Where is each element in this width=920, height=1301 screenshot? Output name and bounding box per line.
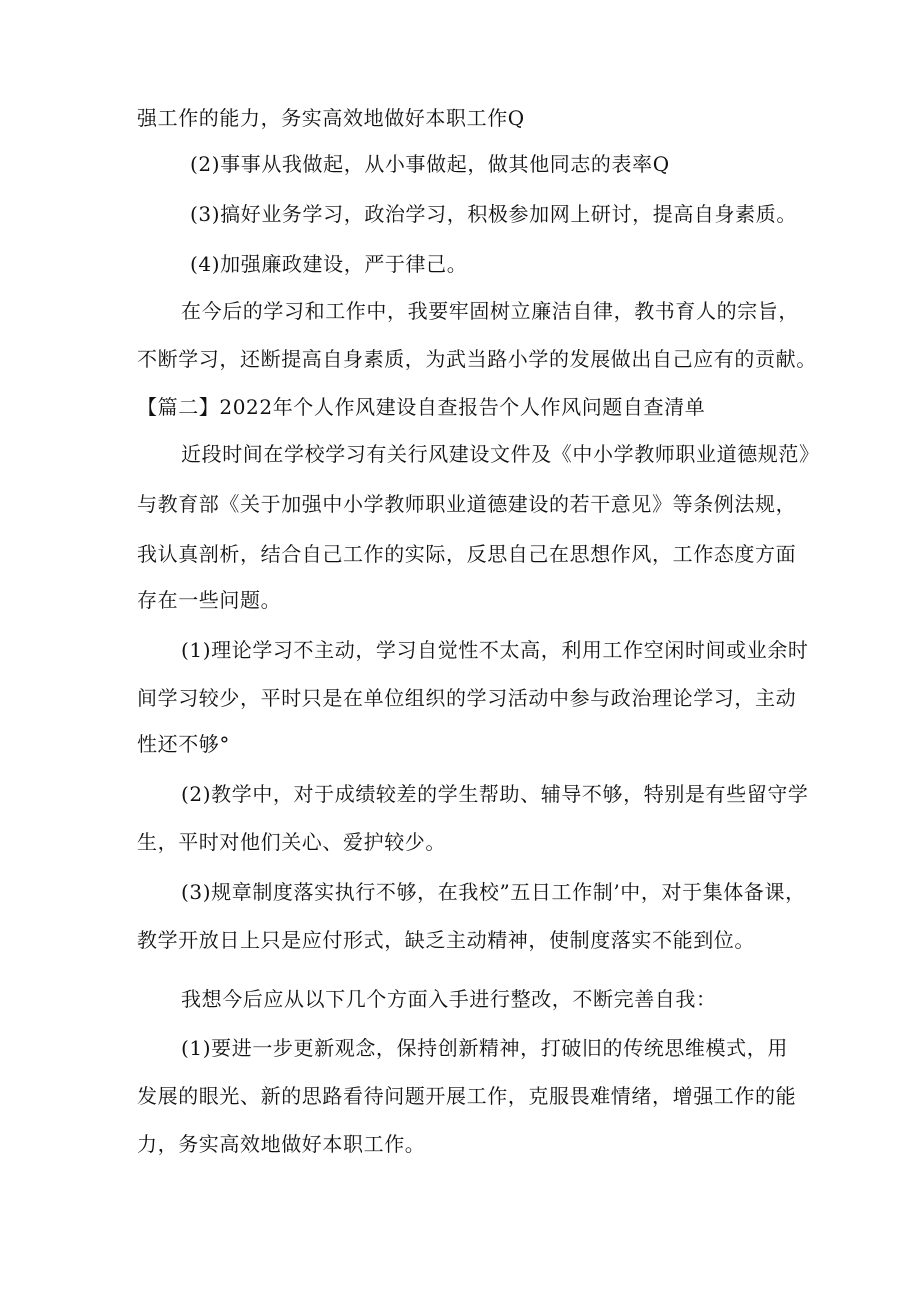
text-line: 与教育部《关于加强中小学教师职业道德建设的若干意见》等条例法规， [137, 492, 797, 516]
text-line: (4)加强廉政建设，严于律己。 [190, 252, 468, 276]
text-line: 教学开放日上只是应付形式，缺乏主动精神，使制度落实不能到位。 [137, 928, 755, 952]
text-line: 力，务实高效地做好本职工作。 [137, 1132, 426, 1156]
text-line: (2)教学中，对于成绩较差的学生帮助、辅导不够，特别是有些留守学 [181, 782, 809, 806]
text-line: 生，平时对他们关心、爱护较少。 [137, 830, 446, 854]
text-line: 近段时间在学校学习有关行风建设文件及《中小学教师职业道德规范》 [181, 442, 820, 466]
text-line: 存在一些问题。 [137, 588, 282, 612]
text-line: (2)事事从我做起，从小事做起，做其他同志的表率Q [190, 152, 670, 176]
text-line: 在今后的学习和工作中，我要牢固树立廉洁自律，教书育人的宗旨， [181, 299, 799, 323]
text-line: (1)要进一步更新观念，保持创新精神，打破旧的传统思维模式，用 [181, 1036, 788, 1060]
text-line: 间学习较少，平时只是在单位组织的学习活动中参与政治理论学习，主动 [137, 686, 797, 710]
text-line: 不断学习，还断提高自身素质，为武当路小学的发展做出自己应有的贡献。 [137, 347, 817, 371]
text-line: 强工作的能力，务实高效地做好本职工作Q [137, 106, 525, 130]
section-heading: 【篇二】2022年个人作风建设自查报告个人作风问题自查清单 [137, 395, 706, 419]
text-line: 我想今后应从以下几个方面入手进行整改，不断完善自我： [181, 987, 717, 1011]
text-line: (1)理论学习不主动，学习自觉性不太高，利用工作空闲时间或业余时 [181, 638, 809, 662]
text-line: (3)规章制度落实执行不够，在我校”五日工作制’中，对于集体备课， [181, 880, 806, 904]
text-line: (3)搞好业务学习，政治学习，积极参加网上研讨，提高自身素质。 [190, 202, 797, 226]
text-line: 性还不够° [137, 732, 230, 756]
text-line: 我认真剖析，结合自己工作的实际，反思自己在思想作风，工作态度方面 [137, 542, 797, 566]
text-line: 发展的眼光、新的思路看待问题开展工作，克服畏难情绪，增强工作的能 [137, 1084, 797, 1108]
